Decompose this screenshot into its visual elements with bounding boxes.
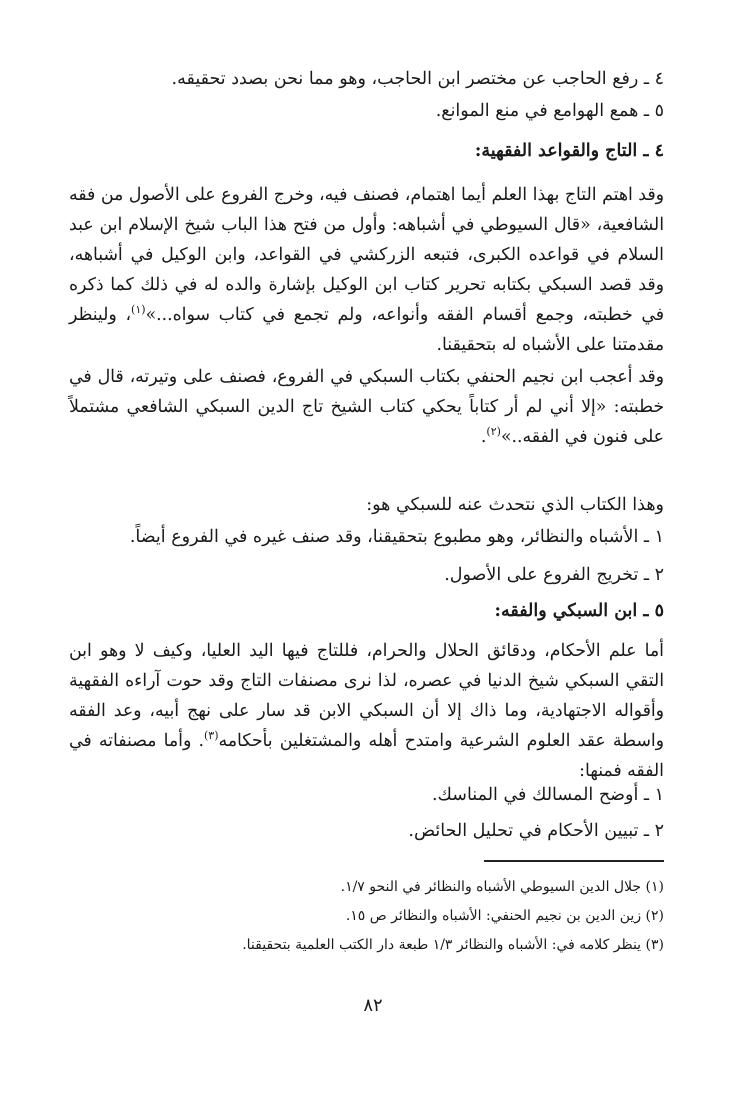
paragraph-text: ، ولينظر مقدمتنا على الأشباه له بتحقيقنا. [69,305,664,355]
list-item: ٢ ـ تبيين الأحكام في تحليل الحائض. [408,821,664,841]
footnote: (١) جلال الدين السيوطي الأشباه والنظائر في النحو ١/٧. [340,879,664,895]
section-heading: ٤ ـ التاج والقواعد الفقهية: [474,141,664,161]
section-heading: ٥ ـ ابن السبكي والفقه: [494,601,664,621]
list-item: ٤ ـ رفع الحاجب عن مختصر ابن الحاجب، وهو مما نحن بصدد تحقيقه. [171,69,664,89]
paragraph-text: وقد اهتم التاج بهذا العلم أيما اهتمام، فصنف فيه، وخرج الفروع على الأصول من فقه الشافعية، «قال السيوطي في أشباهه: وأول من فتح هذا الباب شيخ الإسلام ابن عبد السلام في قواعده الكبرى، فتبعه الزركشي في القواعد، وابن الوكيل في أشباهه، وقد قصد السبكي بكتابه تحرير كتاب ابن الوكيل بإشارة والده له في ذلك كما ذكره في خطبته، وجمع أقسام الفقه وأنواعه، ولم تجمع في كتاب سواه...» [69,185,664,325]
footnote: (٣) ينظر كلامه في: الأشباه والنظائر ١/٣ طبعة دار الكتب العلمية بتحقيقنا. [242,937,664,953]
list-item: ٥ ـ همع الهوامع في منع الموانع. [435,101,664,121]
paragraph-text: وقد أعجب ابن نجيم الحنفي بكتاب السبكي في الفروع، فصنف على وتيرته، قال في خطبته: «إلا أني لم أر كتاباً يحكي كتاب الشيخ تاج الدين السبكي الشافعي مشتملاً على فنون في الفقه..» [69,367,664,447]
footnote-divider [484,860,664,862]
paragraph-text: . وأما مصنفاته في الفقه فمنها: [69,731,664,781]
paragraph [69,636,664,786]
footnote-ref: (١) [131,303,146,317]
list-item: ١ ـ الأشباه والنظائر، وهو مطبوع بتحقيقنا، وقد صنف غيره في الفروع أيضاً. [129,527,664,547]
paragraph [69,180,664,360]
paragraph-text: وهذا الكتاب الذي نتحدث عنه للسبكي هو: [366,495,664,515]
page-number: ٨٢ [363,995,383,1016]
list-item: ١ ـ أوضح المسالك في المناسك. [431,785,664,805]
footnote-ref: (٢) [486,425,501,439]
list-item: ٢ ـ تخريج الفروع على الأصول. [444,565,664,585]
paragraph-text: . [480,427,487,447]
paragraph [69,362,664,452]
footnote: (٢) زين الدين بن نجيم الحنفي: الأشباه والنظائر ص ١٥. [345,908,664,924]
paragraph-text: أما علم الأحكام، ودقائق الحلال والحرام، فللتاج فيها اليد العليا، وكيف لا وهو ابن التقي السبكي شيخ الدنيا في عصره، لذا نرى مصنفات التاج وقد حوت آراءه الفقهية وأقواله الاجتهادية، وما ذاك إلا أن السبكي الابن قد سار على نهج أبيه، وعد الفقه واسطة عقد العلوم الشرعية وامتدح أهله والمشتغلين بأحكامه [69,641,664,751]
footnote-ref: (٣) [203,729,219,743]
